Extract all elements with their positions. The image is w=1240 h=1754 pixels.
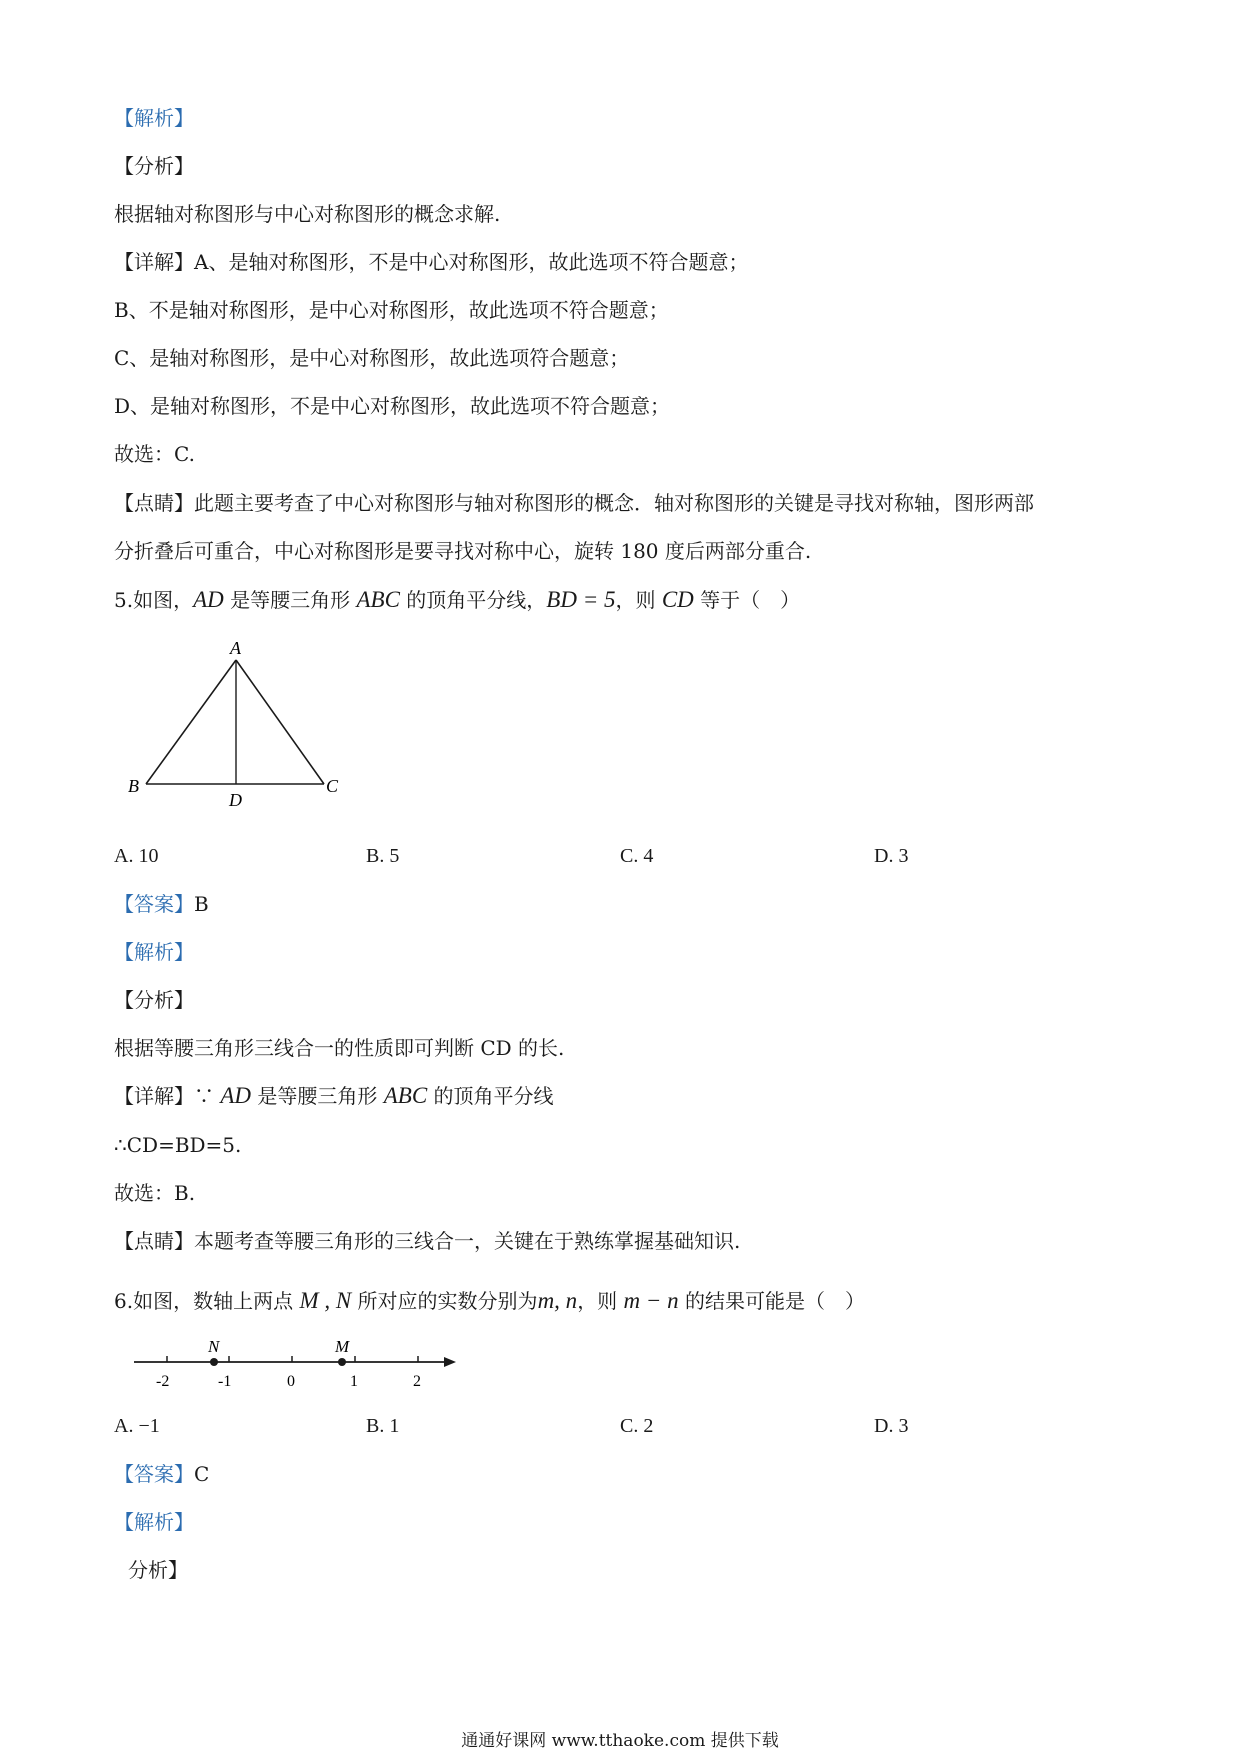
q5-dianjing-text: 本题考查等腰三角形的三线合一，关键在于熟练掌握基础知识. [194,1229,741,1253]
q4-jiexi-heading: 【解析】 [114,106,194,130]
q5-option-c: C. 4 [620,845,654,867]
q6-stem-mid1: 所对应的实数分别为 [351,1289,538,1313]
side-ac [236,660,324,784]
q5-fenxi-text: 根据等腰三角形三线合一的性质即可判断 CD 的长. [114,1036,565,1060]
q4-detail-a-text: A、是轴对称图形，不是中心对称图形，故此选项不符合题意； [194,250,749,274]
q5-option-d: D. 3 [874,845,909,867]
q5-stem [114,586,800,614]
label-m: M [335,1337,350,1356]
q6-stem-suffix: 的结果可能是（ ） [678,1289,866,1313]
label-a: A [230,640,241,658]
q6-stem-points: M , N [299,1288,352,1313]
page-footer: 通通好课网 www.tthaoke.com 提供下载 [461,1731,779,1751]
tick-label-2: 2 [413,1373,421,1390]
q6-answer-tag: 【答案】 [114,1462,194,1486]
q5-stem-cd: CD [661,587,694,612]
q5-therefore: ∴CD=BD=5. [114,1133,242,1157]
q5-stem-abc: ABC [356,587,400,612]
q5-stem-bd: BD = 5 [546,587,616,612]
q5-detail-because: ∵ [194,1084,221,1108]
q6-stem-expr: m − n [623,1288,679,1313]
q6-stem [114,1287,865,1315]
q5-stem-mid1: 是等腰三角形 [223,588,357,612]
q4-fenxi-heading: 【分析】 [114,154,194,178]
q5-triangle-figure [120,640,360,810]
q5-answer-value: B [194,892,209,916]
q5-fenxi-heading: 【分析】 [114,988,194,1012]
q6-stem-prefix: 6.如图，数轴上两点 [114,1289,300,1313]
q6-fenxi-heading: 分析】 [128,1558,188,1582]
q6-option-d: D. 3 [874,1415,909,1437]
q5-stem-suffix: 等于（ ） [693,588,801,612]
tick-label-1: 1 [350,1373,358,1390]
q4-dianjing-1 [114,489,1034,517]
q5-detail-mid: 是等腰三角形 [251,1084,384,1108]
point-m [338,1358,346,1366]
q5-dianjing [114,1227,740,1255]
axis-arrow [444,1357,456,1367]
q5-detail-suffix: 的顶角平分线 [427,1084,554,1108]
label-c: C [326,776,339,796]
q6-answer-value: C [194,1462,210,1486]
label-d: D [229,790,242,810]
label-n: N [208,1337,220,1356]
q5-detail-abc: ABC [383,1083,428,1108]
q6-stem-values: m, n [537,1288,578,1313]
q4-detail-c: C、是轴对称图形，是中心对称图形，故此选项符合题意； [114,346,630,370]
q5-stem-mid2: 的顶角平分线， [399,588,547,612]
q5-answer [114,890,209,918]
q5-dianjing-tag: 【点睛】 [114,1229,194,1253]
q4-fenxi-text: 根据轴对称图形与中心对称图形的概念求解. [114,202,501,226]
tick-label-neg1: -1 [218,1373,232,1390]
point-n [210,1358,218,1366]
tick-label-neg2: -2 [156,1373,170,1390]
q4-detail-a [114,248,748,276]
q5-detail-ad: AD [220,1083,252,1108]
q6-jiexi-heading: 【解析】 [114,1510,194,1534]
q5-jiexi-heading: 【解析】 [114,940,194,964]
q5-stem-mid3: ，则 [615,588,662,612]
q4-dianjing-text-1: 此题主要考查了中心对称图形与轴对称图形的概念．轴对称图形的关键是寻找对称轴，图形两部 [194,491,1034,515]
q6-option-b: B. 1 [366,1415,400,1437]
q6-option-c: C. 2 [620,1415,654,1437]
label-b: B [128,776,139,796]
q4-choose: 故选：C. [114,442,195,466]
q5-detail [114,1082,554,1110]
side-ab [146,660,236,784]
q5-stem-ad: AD [193,587,224,612]
q5-answer-tag: 【答案】 [114,892,194,916]
q5-option-a: A. 10 [114,845,159,867]
q6-answer [114,1460,209,1488]
q6-number-line [126,1330,466,1400]
q6-stem-mid2: ，则 [577,1289,624,1313]
q4-detail-tag: 【详解】 [114,250,194,274]
q4-detail-d: D、是轴对称图形，不是中心对称图形，故此选项不符合题意； [114,394,671,418]
q5-stem-prefix: 5.如图， [114,588,194,612]
q5-option-b: B. 5 [366,845,400,867]
q5-choose: 故选：B. [114,1181,196,1205]
q5-detail-tag: 【详解】 [114,1084,194,1108]
q4-detail-b: B、不是轴对称图形，是中心对称图形，故此选项不符合题意； [114,298,669,322]
q4-dianjing-tag: 【点睛】 [114,491,194,515]
q6-option-a: A. −1 [114,1415,160,1437]
tick-label-0: 0 [287,1373,295,1390]
q4-dianjing-2: 分折叠后可重合，中心对称图形是要寻找对称中心，旋转 180 度后两部分重合. [114,539,812,563]
